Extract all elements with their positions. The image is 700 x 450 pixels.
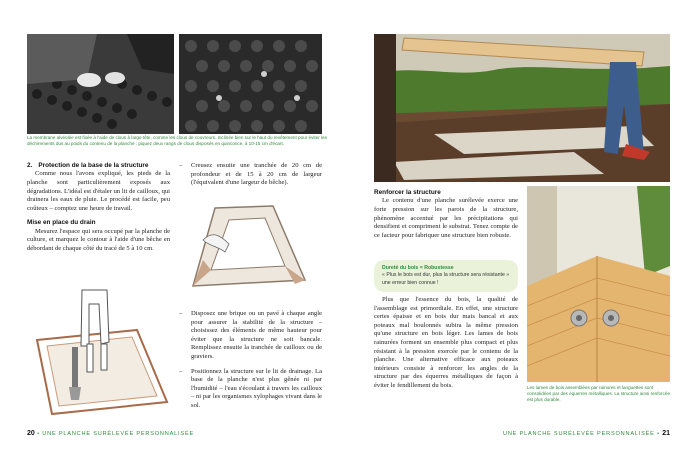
page-number-right: 21 bbox=[662, 430, 670, 437]
bullet-dash: – bbox=[179, 367, 183, 375]
bullet-dash: – bbox=[179, 310, 183, 317]
bullet-dash: – bbox=[179, 162, 183, 169]
membrane-photo-nails bbox=[179, 34, 322, 134]
illustration-spade-outline bbox=[27, 282, 174, 417]
section-title: Protection de la base de la structure bbox=[38, 162, 149, 169]
bullet-position bbox=[179, 368, 322, 411]
right-column-1-body bbox=[374, 296, 518, 391]
bullet-trench bbox=[179, 162, 322, 188]
bullet-bricks-text: Disposez une brique ou un pavé à chaque angle pour assurer la stabilité de la structure – choisissez des éléments de même hauteur pour éviter que la structure ne soit bancale. Remplissez ensuite la tranchée de cailloux ou de graviers. bbox=[191, 310, 322, 360]
section-paragraph: Comme nous l'avons expliqué, les pieds de la planche sont particulièrement exposés aux dégradations. L'idéal est d'étaler un lit de cailloux, qui drainera les eaux de pluie. Le procédé est facile, peu coûteux – comptez une heure de travail. bbox=[27, 170, 170, 212]
bullet-trench-text: Creusez ensuite une tranchée de 20 cm de profondeur et de 15 à 20 cm de largeur (l'équivalent d'une largeur de bêche). bbox=[191, 162, 322, 187]
right-column-1-text bbox=[374, 189, 518, 240]
callout-title: Dureté du bois = Robustesse bbox=[382, 265, 454, 271]
subsection-paragraph: Mesurez l'espace qui sera occupé par la planche de culture, et marquez le contour à l'aide d'une bêche en débordant de chaque côté du tracé de 5 à 10 cm. bbox=[27, 227, 170, 252]
middle-column-bottom bbox=[179, 310, 322, 417]
right-footer bbox=[503, 430, 670, 437]
callout-text: « Plus le bois est dur, plus la structure sera résistante » une erreur bien connue ! bbox=[382, 272, 510, 286]
wood-caption: Les lames de bois assemblées par rainures et languettes sont consolidées par des équerres métalliques. La structure ainsi renforcée est plus durable. bbox=[527, 385, 670, 402]
running-title-left: UNE PLANCHE SURÉLEVÉE PERSONNALISÉE bbox=[42, 431, 195, 437]
page-number-left: 20 bbox=[27, 430, 35, 437]
subsection-heading-drain: Mise en place du drain bbox=[27, 219, 96, 227]
running-title-right: UNE PLANCHE SURÉLEVÉE PERSONNALISÉE bbox=[502, 431, 655, 437]
assembly-paragraph: Plus que l'essence du bois, la qualité de l'assemblage est primordiale. En effet, une structure certes épaisse et en bois dur mais bancal et aux poteaux mal boulonnés subira la même pression qu'une structure en bois léger. Les lames de bois rainurées forment un ensemble plus compact et plus résistant à la pression exercée par le contenu de la planche. Une alternative efficace aux poteaux intérieurs consiste à renforcer les angles de la structure par des équerres métalliques de façon à éviter le fendillement du bois. bbox=[374, 296, 518, 389]
illustration-trench bbox=[185, 200, 313, 290]
footer-separator: • bbox=[37, 431, 40, 437]
footer-separator: • bbox=[657, 431, 660, 437]
section-heading-protection bbox=[27, 162, 170, 170]
garden-photo-carrying-plank bbox=[374, 34, 670, 182]
bullet-bricks bbox=[179, 310, 322, 362]
membrane-caption: La membrane alvéolée est fixée à l'aide de clous à large tête, comme les clous de couvreurs. Inclinée bien sur le haut du revêtement pour éviter les déchirements dus au poids du contenu de la planche : piquez deux rangs de clous disposés en quinconce, à 10-15 cm d'écart. bbox=[27, 135, 327, 146]
wood-structure-photo bbox=[527, 186, 670, 382]
reinforce-paragraph: Le contenu d'une planche surélevée exerce une forte pression sur les parois de la structure, phénomène accentué par les précipitations qui densifient et compriment le substrat. Tenez compte de ce facteur pour fabriquer une structure bien robuste. bbox=[374, 197, 518, 239]
section-number: 2. bbox=[27, 162, 33, 169]
left-column-text bbox=[27, 162, 170, 254]
bullet-position-text: Positionnez la structure sur le lit de drainage. La base de la planche n'est plus gênée ni par l'humidité – l'eau s'écoulant à travers les cailloux – ni par les organismes xylophages vivant dans le sol. bbox=[191, 367, 322, 409]
section-heading-reinforce: Renforcer la structure bbox=[374, 189, 441, 196]
middle-column-top bbox=[179, 162, 322, 194]
callout-box bbox=[374, 260, 518, 292]
left-footer bbox=[27, 430, 194, 437]
membrane-photo-hand bbox=[27, 34, 174, 134]
